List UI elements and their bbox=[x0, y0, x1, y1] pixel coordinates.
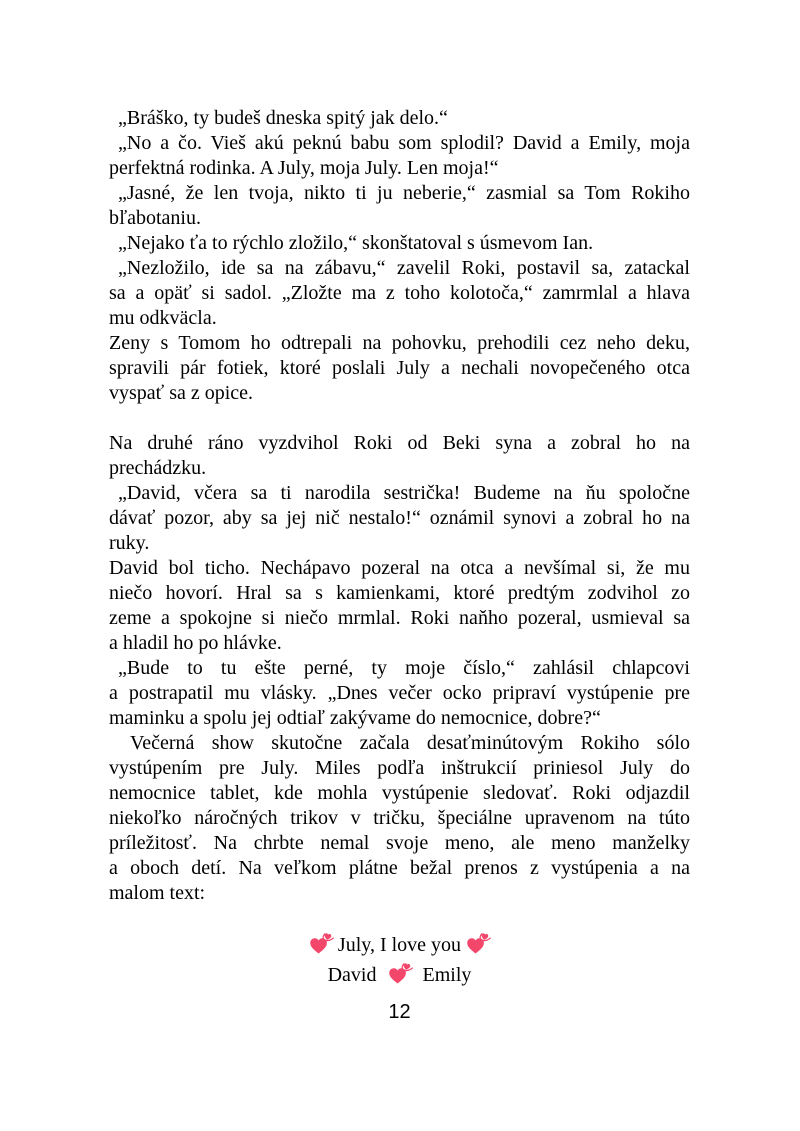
paragraph bbox=[109, 731, 690, 906]
paragraph bbox=[109, 481, 690, 556]
text-line: mu odkväcla. bbox=[109, 307, 217, 329]
text-line: zeme a spokojne si niečo mrmlal. Roki naňho pozeral, usmieval sa bbox=[109, 607, 690, 629]
text-line: „Jasné, že len tvoja, nikto ti ju neberie,“ zasmial sa Tom Rokiho bbox=[118, 182, 690, 204]
text-line: a postrapatil mu vlásky. „Dnes večer ocko pripraví vystúpenie pre bbox=[109, 682, 690, 704]
paragraph bbox=[109, 181, 690, 231]
body-text bbox=[109, 106, 690, 906]
text-line: sa a opäť si sadol. „Zložte ma z toho kolotoča,“ zamrmlal a hlava bbox=[109, 282, 690, 304]
text-line: „Bráško, ty budeš dneska spitý jak delo.“ bbox=[118, 107, 448, 129]
text-line: malom text: bbox=[109, 882, 206, 904]
dedication-line-1 bbox=[109, 930, 690, 960]
text-line: príležitosť. Na chrbte nemal svoje meno, ale meno manželky bbox=[109, 832, 690, 854]
text-line: ruky. bbox=[109, 532, 150, 554]
text-line: Na druhé ráno vyzdvihol Roki od Beki syna a zobral ho na bbox=[109, 432, 690, 454]
text-line: „Nezložilo, ide sa na zábavu,“ zavelil Roki, postavil sa, zatackal bbox=[118, 257, 690, 279]
text-line: niekoľko náročných trikov v tričku, špeciálne upravenom na túto bbox=[109, 807, 690, 829]
paragraph bbox=[109, 256, 690, 331]
dedication-name-2: Emily bbox=[422, 964, 472, 986]
text-line: „David, včera sa ti narodila sestrička! Budeme na ňu spoločne bbox=[118, 482, 690, 504]
dedication-text: July, I love you bbox=[337, 934, 462, 956]
page-number: 12 bbox=[388, 1001, 411, 1023]
text-line: dávať pozor, aby sa jej nič nestalo!“ oznámil synovi a zobral ho na bbox=[109, 507, 690, 529]
text-line: bľabotaniu. bbox=[109, 207, 201, 229]
text-line: perfektná rodinka. A July, moja July. Len moja!“ bbox=[109, 157, 499, 179]
text-line: David bol ticho. Nechápavo pozeral na otca a nevšímal si, že mu bbox=[109, 557, 690, 579]
revolving-hearts-icon bbox=[386, 961, 414, 987]
revolving-hearts-icon bbox=[464, 931, 492, 957]
dedication-name-1: David bbox=[327, 964, 377, 986]
text-line: „No a čo. Vieš akú peknú babu som splodil? David a Emily, moja bbox=[118, 132, 690, 154]
text-line: a hladil ho po hlávke. bbox=[109, 632, 282, 654]
paragraph bbox=[109, 331, 690, 406]
text-line: „Bude to tu ešte perné, ty moje číslo,“ zahlásil chlapcovi bbox=[118, 657, 690, 679]
text-line: niečo hovorí. Hral sa s kamienkami, ktoré predtým zodvihol zo bbox=[109, 582, 690, 604]
text-line: vystúpením pre July. Miles podľa inštrukcií priniesol July do bbox=[109, 757, 690, 779]
text-line: spravili pár fotiek, ktoré poslali July a nechali novopečeného otca bbox=[109, 357, 690, 379]
text-line: Večerná show skutočne začala desaťminútovým Rokiho sólo bbox=[130, 732, 690, 754]
text-line: a oboch detí. Na veľkom plátne bežal prenos z vystúpenia a na bbox=[109, 857, 690, 879]
page-content bbox=[109, 106, 690, 990]
paragraph bbox=[109, 131, 690, 181]
dedication bbox=[109, 930, 690, 990]
text-line: prechádzku. bbox=[109, 457, 207, 479]
dedication-line-2 bbox=[109, 960, 690, 990]
text-line: vyspať sa z opice. bbox=[109, 382, 254, 404]
paragraph bbox=[109, 106, 690, 131]
text-line: Zeny s Tomom ho odtrepali na pohovku, prehodili cez neho deku, bbox=[109, 332, 690, 354]
revolving-hearts-icon bbox=[307, 931, 335, 957]
text-line: „Nejako ťa to rýchlo zložilo,“ skonštatoval s úsmevom Ian. bbox=[118, 232, 594, 254]
text-line: maminku a spolu jej odtiaľ zakývame do nemocnice, dobre?“ bbox=[109, 707, 601, 729]
text-line: nemocnice tablet, kde mohla vystúpenie sledovať. Roki odjazdil bbox=[109, 782, 690, 804]
paragraph bbox=[109, 556, 690, 656]
paragraph bbox=[109, 231, 690, 256]
paragraph bbox=[109, 656, 690, 731]
paragraph bbox=[109, 431, 690, 481]
